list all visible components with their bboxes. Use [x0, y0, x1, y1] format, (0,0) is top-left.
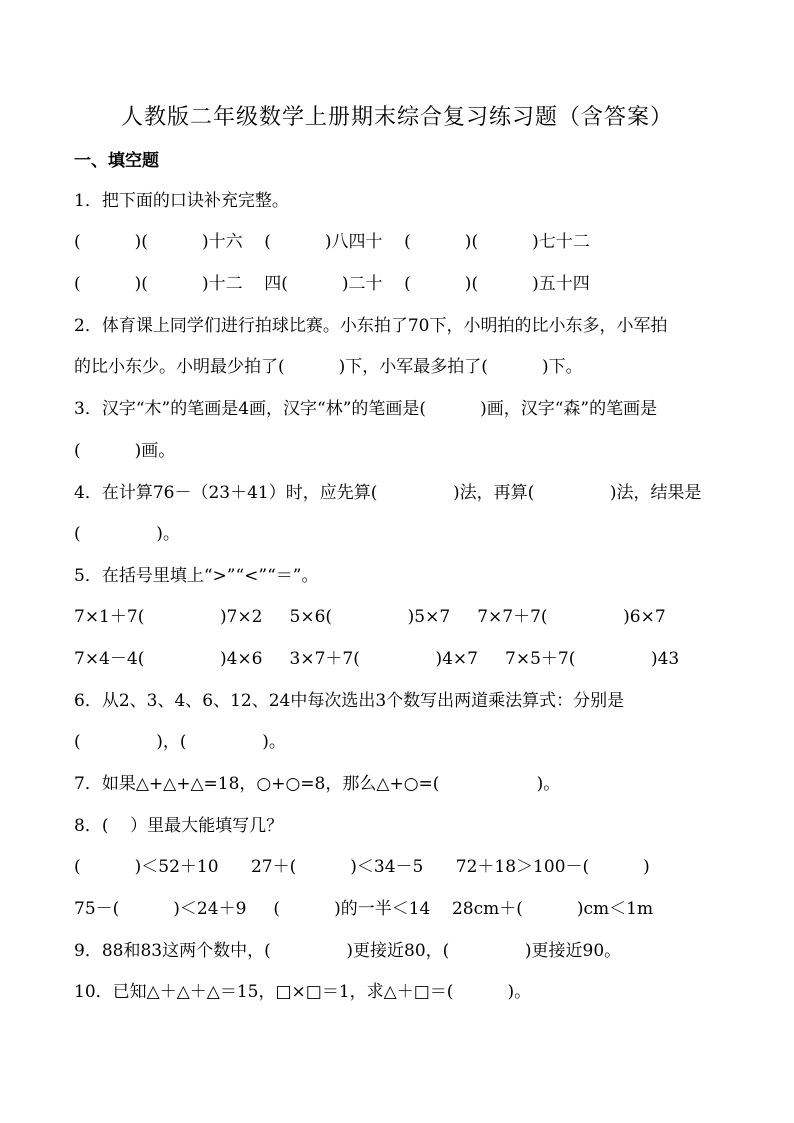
- question-5-row-2: 7×4－4( )4×6 3×7＋7( )4×7 7×5＋7( )43: [74, 649, 680, 669]
- question-9: 9．88和83这两个数中，( )更接近80，( )更接近90。: [74, 941, 622, 961]
- question-1-prompt: 1．把下面的口诀补充完整。: [74, 191, 289, 211]
- question-1-row-1: ( )( )十六 ( )八四十 ( )( )七十二: [74, 232, 590, 252]
- question-3-line-1: 3．汉字“木”的笔画是4画，汉字“林”的笔画是( )画，汉字“森”的笔画是: [74, 399, 658, 419]
- question-2-line-2: 的比小东少。小明最少拍了( )下，小军最多拍了( )下。: [74, 357, 583, 377]
- question-6-line-2: ( )，( )。: [74, 732, 286, 752]
- question-7: 7．如果△+△+△=18，○+○=8，那么△+○=( )。: [74, 774, 561, 794]
- question-8-row-1: ( )＜52＋10 27＋( )＜34－5 72＋18＞100－( ): [74, 857, 650, 877]
- question-10: 10．已知△＋△＋△＝15，□×□＝1，求△＋□＝( )。: [74, 982, 532, 1002]
- question-4-line-1: 4．在计算76－（23＋41）时，应先算( )法，再算( )法，结果是: [74, 483, 702, 503]
- page-title: 人教版二年级数学上册期末综合复习练习题（含答案）: [120, 105, 673, 130]
- question-2-line-1: 2．体育课上同学们进行拍球比赛。小东拍了70下，小明拍的比小东多，小军拍: [74, 316, 668, 336]
- question-8-prompt: 8．( ）里最大能填写几？: [74, 816, 284, 836]
- question-3-line-2: ( )画。: [74, 441, 176, 461]
- question-8-row-2: 75－( )＜24＋9 ( )的一半＜14 28cm＋( )cm＜1m: [74, 899, 654, 919]
- question-6-line-1: 6．从2、3、4、6、12、24中每次选出3个数写出两道乘法算式：分别是: [74, 691, 625, 711]
- question-5-prompt: 5．在括号里填上“>”“<”“＝”。: [74, 566, 319, 586]
- question-4-line-2: ( )。: [74, 524, 180, 544]
- question-1-row-2: ( )( )十二 四( )二十 ( )( )五十四: [74, 274, 590, 294]
- section-heading: 一、填空题: [74, 151, 159, 171]
- question-5-row-1: 7×1＋7( )7×2 5×6( )5×7 7×7＋7( )6×7: [74, 607, 666, 627]
